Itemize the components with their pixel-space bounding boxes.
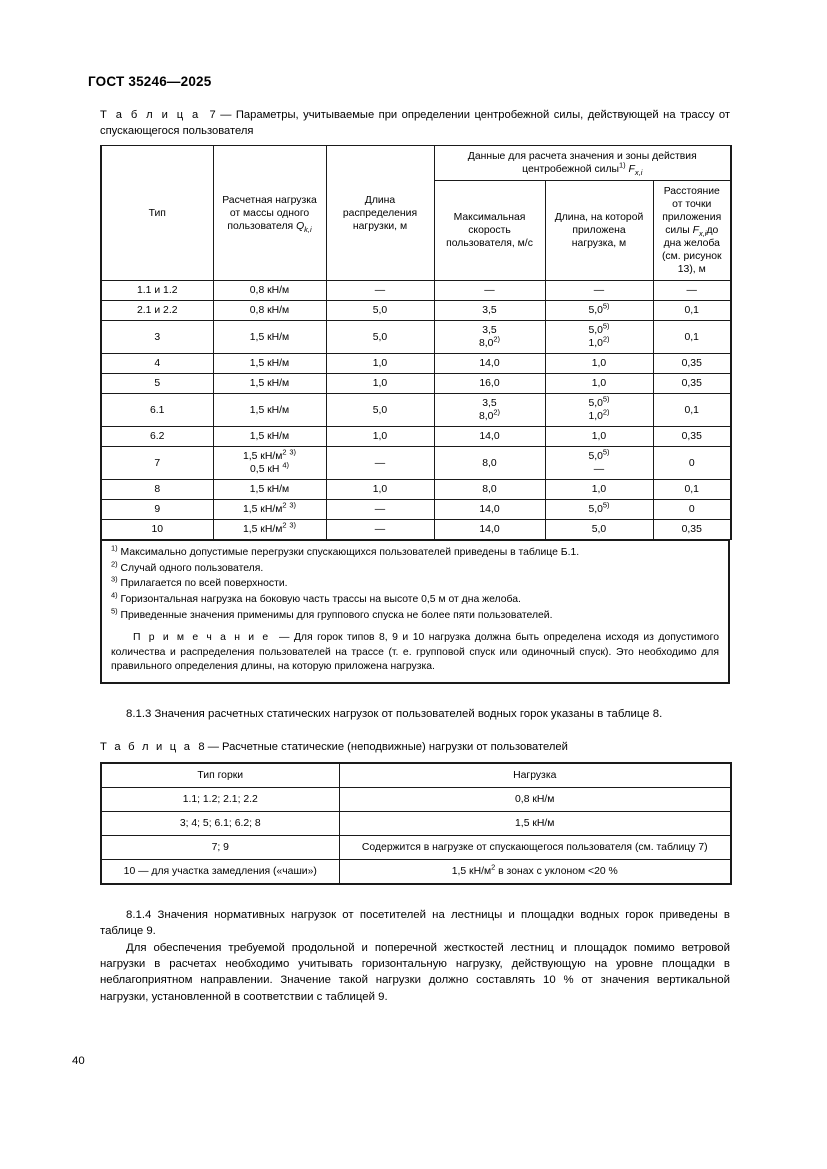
footnote-text: Случай одного пользователя. (120, 562, 264, 574)
footnote (111, 559, 719, 576)
cell-type: 9 (101, 500, 213, 520)
footnote-marker: 5) (111, 606, 118, 616)
table7 (100, 145, 732, 540)
table-row (101, 354, 731, 374)
cell-load: 1,5 $кН/м^2$ $^{3)}$ (213, 500, 326, 520)
cell-length: — (326, 281, 434, 301)
table-row (101, 281, 731, 301)
cell-length: 5,0 (326, 394, 434, 427)
cell-distance: 0,1 (653, 301, 731, 321)
table7-caption-number: 7 (209, 109, 216, 121)
table7-caption (100, 108, 730, 139)
page-content (100, 108, 730, 1005)
cell-type: 3 (101, 321, 213, 354)
table7-th-distance-p1: Расстояние от точки приложения силы (662, 186, 722, 236)
table7-th-group-symbol: $F_{x,i}$ (628, 164, 643, 178)
table-row (101, 480, 731, 500)
table7-th-group-title: Данные для расчета значения и зоны действия центробежной силы (467, 151, 697, 175)
cell-type: 8 (101, 480, 213, 500)
cell-speed: 14,0 (434, 354, 545, 374)
cell-speed: 3,5 8,0$^{2)}$ (434, 394, 545, 427)
table7-th-load (213, 146, 326, 281)
cell-applied: — (545, 281, 653, 301)
cell-type: 7; 9 (101, 835, 339, 859)
cell-distance: 0,1 (653, 321, 731, 354)
table-row (101, 787, 731, 811)
table7-head (101, 146, 731, 281)
cell-speed: 14,0 (434, 520, 545, 540)
table7-th-group-sup: 1) (618, 160, 626, 170)
cell-applied: 5,0 (545, 520, 653, 540)
cell-speed: 3,5 8,0$^{2)}$ (434, 321, 545, 354)
cell-load: 1,5 $кН/м^2$ в зонах с уклоном <20 % (339, 859, 731, 884)
cell-load: 1,5 кН/м (213, 394, 326, 427)
clause-8-1-4: 8.1.4 Значения нормативных нагрузок от посетителей на лестницы и площадки водных горок приведены в таблице 9. (100, 908, 730, 938)
table-row (101, 447, 731, 480)
cell-applied: 5,0$^{5)}$ 1,0$^{2)}$ (545, 394, 653, 427)
cell-applied: 1,0 (545, 427, 653, 447)
footnote (111, 543, 719, 560)
table8-th-load: Нагрузка (339, 763, 731, 788)
cell-distance: 0 (653, 447, 731, 480)
table7-footnotes (100, 540, 730, 684)
cell-distance: 0,1 (653, 480, 731, 500)
table-row (101, 500, 731, 520)
table8-th-type: Тип горки (101, 763, 339, 788)
cell-speed: 3,5 (434, 301, 545, 321)
table8-caption-text: — Расчетные статические (неподвижные) нагрузки от пользователей (207, 741, 568, 754)
table-row (101, 835, 731, 859)
footnote-text: Максимально допустимые перегрузки спускающихся пользователей приведены в таблице Б.1. (120, 547, 580, 558)
cell-length: — (326, 520, 434, 540)
cell-length: 5,0 (326, 301, 434, 321)
table8-caption-number: 8 (198, 741, 205, 754)
cell-load: 0,8 кН/м (213, 301, 326, 321)
cell-distance: 0 (653, 500, 731, 520)
cell-length: 1,0 (326, 480, 434, 500)
table7-note (111, 631, 719, 675)
table8 (100, 762, 732, 885)
table8-body (101, 763, 731, 884)
paragraph-8-1-4b: Для обеспечения требуемой продольной и поперечной жесткостей лестниц и площадок помимо ветровой нагрузки в расчетах необходимо учитывать горизонтальную нагрузку, действующую на уровне площадки в неблагоприятном направлении. Значение такой нагрузки должно составлять 10 % от значения вертикальной нагрузки, установленной в соответствии с таблицей 9. (100, 941, 730, 1003)
cell-load: 1,5 кН/м (213, 480, 326, 500)
cell-distance: 0,35 (653, 520, 731, 540)
table-row (101, 859, 731, 884)
cell-speed: 16,0 (434, 374, 545, 394)
cell-type: 5 (101, 374, 213, 394)
cell-type: 1.1 и 1.2 (101, 281, 213, 301)
page-number: 40 (72, 1055, 85, 1067)
table7-caption-label: Т а б л и ц а (100, 109, 201, 121)
table7-th-load-text: Расчетная нагрузка от массы одного пользователя (222, 194, 317, 232)
table-row (101, 321, 731, 354)
table7-th-length: Длина распределения нагрузки, м (326, 146, 434, 281)
cell-applied: 1,0 (545, 480, 653, 500)
footnote (111, 606, 719, 623)
table7-th-applied: Длина, на которой приложена нагрузка, м (545, 181, 653, 281)
table7-body (101, 281, 731, 540)
cell-type: 3; 4; 5; 6.1; 6.2; 8 (101, 811, 339, 835)
cell-length: — (326, 500, 434, 520)
cell-speed: 8,0 (434, 447, 545, 480)
cell-type: 6.2 (101, 427, 213, 447)
table7-th-distance-p2: до дна желоба (см. рисунок 13), м (661, 225, 722, 275)
cell-type: 7 (101, 447, 213, 480)
table-row (101, 301, 731, 321)
table7-th-load-symbol: $Q_{k,i}$ (296, 220, 312, 234)
cell-applied: 5,0$^{5)}$ (545, 301, 653, 321)
table7-th-type: Тип (101, 146, 213, 281)
cell-length: 1,0 (326, 354, 434, 374)
cell-applied: 1,0 (545, 374, 653, 394)
note-text: — Для горок типов 8, 9 и 10 нагрузка должна быть определена исходя из допустимого количества и распределения пользователей на трассе (т. е. групповой спуск или одиночный спуск). Это необходимо для правильного определения длины, на которую приложена нагрузка. (111, 632, 719, 673)
footnote-marker: 3) (111, 574, 118, 584)
footnote-text: Горизонтальная нагрузка на боковую часть трассы на высоте 0,5 м от дна желоба. (120, 594, 521, 606)
cell-load: 1,5 кН/м (213, 427, 326, 447)
table-row (101, 520, 731, 540)
cell-length: 5,0 (326, 321, 434, 354)
table7-th-speed: Максимальная скорость пользователя, м/с (434, 181, 545, 281)
standard-header: ГОСТ 35246—2025 (88, 74, 212, 89)
table-row (101, 394, 731, 427)
cell-load: Содержится в нагрузке от спускающегося пользователя (см. таблицу 7) (339, 835, 731, 859)
cell-type: 10 (101, 520, 213, 540)
table8-caption (100, 740, 730, 756)
cell-load: 1,5 кН/м (213, 321, 326, 354)
cell-distance: 0,35 (653, 427, 731, 447)
footnote-marker: 2) (111, 559, 118, 569)
table-row (101, 811, 731, 835)
table7-caption-text: — Параметры, учитываемые при определении центробежной силы, действующей на трассу от спускающегося пользователя (100, 109, 731, 137)
cell-applied: 5,0$^{5)}$ — (545, 447, 653, 480)
cell-load: 1,5 $кН/м^2$ $^{3)}$ 0,5 кН $^{4)}$ (213, 447, 326, 480)
cell-distance: 0,35 (653, 354, 731, 374)
cell-length: — (326, 447, 434, 480)
cell-load: 1,5 $кН/м^2$ $^{3)}$ (213, 520, 326, 540)
cell-type: 2.1 и 2.2 (101, 301, 213, 321)
cell-load: 0,8 кН/м (213, 281, 326, 301)
table7-header-row-1 (101, 146, 731, 181)
table7-th-distance (653, 181, 731, 281)
footnote (111, 590, 719, 607)
table7-th-group (434, 146, 731, 181)
cell-length: 1,0 (326, 374, 434, 394)
footnote-marker: 1) (111, 543, 118, 553)
table-row (101, 374, 731, 394)
cell-applied: 5,0$^{5)}$ (545, 500, 653, 520)
table-row (101, 427, 731, 447)
footnote-marker: 4) (111, 590, 118, 600)
cell-load: 0,8 кН/м (339, 787, 731, 811)
cell-load: 1,5 кН/м (213, 354, 326, 374)
cell-length: 1,0 (326, 427, 434, 447)
cell-applied: 1,0 (545, 354, 653, 374)
footnote-text: Приведенные значения применимы для группового спуска не более пяти пользователей. (120, 609, 553, 621)
cell-distance: 0,35 (653, 374, 731, 394)
note-label: П р и м е ч а н и е (133, 632, 271, 644)
cell-type: 4 (101, 354, 213, 374)
clause-8-1-3: 8.1.3 Значения расчетных статических нагрузок от пользователей водных горок указаны в таблице 8. (126, 707, 663, 720)
cell-distance: — (653, 281, 731, 301)
table7-th-distance-symbol: $F_{x,i}$ (692, 225, 707, 239)
cell-speed: 8,0 (434, 480, 545, 500)
cell-speed: — (434, 281, 545, 301)
cell-type: 10 — для участка замедления («чаши») (101, 859, 339, 884)
cell-load: 1,5 кН/м (213, 374, 326, 394)
cell-load: 1,5 кН/м (339, 811, 731, 835)
cell-type: 1.1; 1.2; 2.1; 2.2 (101, 787, 339, 811)
cell-type: 6.1 (101, 394, 213, 427)
footnote (111, 574, 719, 591)
cell-speed: 14,0 (434, 427, 545, 447)
table8-header-row (101, 763, 731, 788)
footnote-text: Прилагается по всей поверхности. (120, 578, 288, 590)
cell-speed: 14,0 (434, 500, 545, 520)
table8-caption-label: Т а б л и ц а (100, 741, 193, 754)
cell-distance: 0,1 (653, 394, 731, 427)
cell-applied: 5,0$^{5)}$ 1,0$^{2)}$ (545, 321, 653, 354)
